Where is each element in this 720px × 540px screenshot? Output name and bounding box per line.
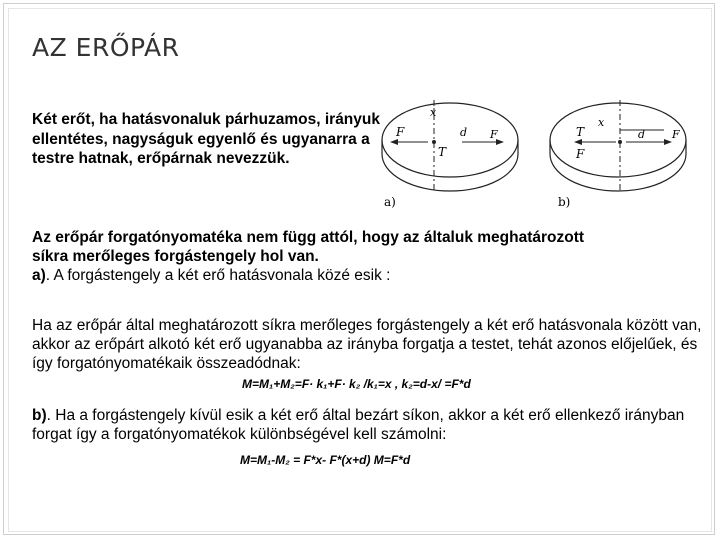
- paragraph-axis-independence: [32, 228, 702, 285]
- panel-b-d-label: d: [638, 128, 646, 141]
- panel-a-label: a): [384, 195, 396, 209]
- panel-a-force-right: F: [490, 128, 498, 141]
- para2-line2: síkra merőleges forgástengely hol van.: [32, 248, 319, 265]
- paragraph-case-b: [32, 406, 707, 444]
- panel-b: [550, 100, 686, 209]
- case-b-label: b): [32, 407, 47, 424]
- panel-b-force-left: F: [576, 147, 585, 161]
- para2-line1: Az erőpár forgatónyomatéka nem függ attól, hogy az általuk meghatározott: [32, 229, 585, 246]
- case-a-label: a): [32, 267, 46, 284]
- panel-a: [382, 100, 518, 209]
- panel-a-d-label: d: [460, 126, 468, 139]
- paragraph-case-a: Ha az erőpár által meghatározott síkra merőleges forgástengely a két erő hatásvonala között van, akkor az erőpárt alkotó két erő ugyanabba az irányba forgatja a testet, tehát azonos előjelűek, és így forgatónyomatékaik összeadódnak:: [32, 317, 702, 372]
- intro-text: Két erőt, ha hatásvonaluk párhuzamos, irányuk ellentétes, nagyságuk egyenlő és ugyanarra a testre hatnak, erőpárnak nevezzük.: [32, 111, 380, 167]
- formula-case-b: M=M₁-M₂ = F*x- F*(x+d) M=F*d: [240, 453, 411, 467]
- panel-a-force-left: F: [396, 125, 405, 139]
- panel-b-label: b): [558, 195, 571, 209]
- panel-b-x-label: x: [598, 116, 605, 129]
- page-title: AZ ERŐPÁR: [32, 33, 180, 62]
- para2-line3: [32, 266, 702, 285]
- panel-b-force-right: F: [672, 128, 680, 141]
- case-b-text: . Ha a forgástengely kívül esik a két erő által bezárt síkon, akkor a két erő ellenkező irányban forgat így a forgatónyomatékok különbségével kell számolni:: [32, 407, 685, 443]
- case-a-text: . A forgástengely a két erő hatásvonala közé esik :: [45, 267, 391, 284]
- panel-a-x-label: x: [430, 106, 437, 119]
- formula-case-a: M=M₁+M₂=F· k₁+F· k₂ /k₁=x , k₂=d-x/ =F*d: [242, 377, 471, 391]
- force-couple-figure: [376, 86, 694, 214]
- panel-a-axis-label: T: [438, 145, 447, 159]
- panel-b-axis-label: T: [576, 125, 585, 139]
